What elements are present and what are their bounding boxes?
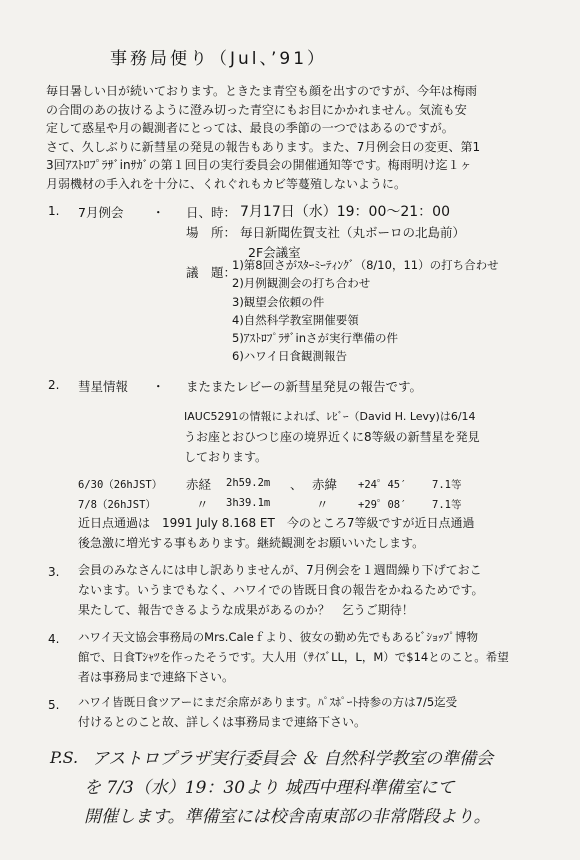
agenda-item: 4)自然科学教室開催要領	[232, 312, 359, 327]
item-line: 付けるとのこと故、詳しくは事務局まで連絡下さい。	[78, 715, 367, 729]
intro-line: さて、久しぶりに新彗星の発見の報告もあります。また、7月例会日の変更、第1	[46, 139, 481, 154]
intro-line: の合間のあの抜けるように澄み切った青空にもお目にかかれません。気流も安	[46, 102, 467, 117]
dec-label: 〃	[316, 497, 329, 512]
obs-date: 6/30（26hJST）	[78, 479, 163, 491]
comet-summary: またまたレビーの新彗星発見の報告です。	[186, 379, 423, 394]
item-line: 果たして、報告できるような成果があるのか？ 乞うご期待！	[78, 603, 414, 617]
item-number: 2.	[48, 378, 60, 392]
agenda-label: 議 題：	[186, 265, 237, 280]
date-label: 日、時：	[186, 205, 237, 220]
intro-paragraph	[46, 82, 556, 193]
item-heading: 彗星情報	[78, 379, 129, 394]
ps-line: アストロプラザ実行委員会 ＆ 自然科学教室の準備会	[92, 749, 494, 769]
ra-value: 2h59.2m	[226, 477, 271, 489]
item-heading: 7月例会	[78, 205, 124, 220]
place-label: 場 所：	[186, 225, 237, 240]
item-bullet: ・	[152, 205, 165, 220]
separator: 、	[290, 477, 303, 492]
agenda-item: 1)第8回さがｽﾀｰﾐｰﾃｨﾝｸﾞ（8/10，11）の打ち合わせ	[232, 258, 499, 272]
place-room: 2F会議室	[248, 245, 301, 260]
ps-line: を 7/3（水）19：30より 城西中理科準備室にて	[84, 778, 455, 798]
intro-line: 定して惑星や月の観測者にとっては、最良の季節の一つではあるのですが。	[46, 121, 454, 135]
place-value: 毎日新聞佐賀支社（丸ボーロの北島前）	[240, 225, 466, 240]
date-value: 7月17日（水）19：00〜21：00	[240, 204, 450, 220]
perihelion-line: 近日点通過は 1991 July 8.168 ET 今のところ7等級ですが近日点通過	[78, 516, 475, 530]
ps-label: P.S.	[50, 748, 79, 767]
intro-line: 毎日暑しい日が続いております。ときたま青空も顔を出すのですが、今年は梅雨	[46, 84, 478, 98]
magnitude: 7.1等	[432, 479, 462, 491]
item-number: 5.	[48, 698, 60, 712]
item-body	[78, 692, 457, 732]
item-line: 館で、日食Tｼｬﾂを作ったそうです。大人用（ｻｲｽﾞLL，L，M）で$14とのこと。希望	[78, 650, 509, 664]
agenda-item: 5)ｱｽﾄﾛﾌﾟﾗｻﾞinさが実行準備の件	[232, 331, 399, 346]
item-body	[78, 627, 509, 687]
ra-label: 赤経	[186, 477, 212, 492]
item-line: ないます。いうまでもなく、ハワイでの皆既日食の報告をかねるためです。	[78, 583, 484, 597]
agenda-item: 3)観望会依頼の件	[232, 294, 325, 309]
dec-value: +29゜08′	[358, 499, 407, 511]
iauc-report	[184, 407, 480, 467]
intro-line: 月弱機材の手入れを十分に、くれぐれもカビ等蔓殖しないように。	[46, 176, 407, 191]
agenda-list	[232, 256, 499, 366]
item-number: 4.	[48, 632, 60, 646]
ra-label: 〃	[196, 497, 209, 512]
ra-value: 3h39.1m	[226, 497, 271, 509]
item-number: 3.	[48, 565, 60, 579]
dec-value: +24゜45′	[358, 479, 407, 491]
item-body	[78, 560, 483, 620]
magnitude: 7.1等	[432, 499, 462, 511]
agenda-item: 6)ハワイ日食観測報告	[232, 349, 347, 364]
item-number: 1.	[48, 204, 60, 218]
obs-date: 7/8（26hJST）	[78, 499, 156, 511]
perihelion-note	[78, 513, 474, 553]
iauc-line: うお座とおひつじ座の境界近くに8等級の新彗星を発見	[184, 430, 480, 444]
item-line: ハワイ天文協会事務局のMrs.Caleｆより、彼女の勤め先でもあるﾋﾞｼｮｯﾌﾟ博物	[78, 630, 479, 644]
item-line: ハワイ皆既日食ツアーにまだ余席があります。ﾊﾟｽﾎﾟｰﾄ持参の方は7/5迄受	[78, 695, 458, 709]
agenda-item: 2)月例観測会の打ち合わせ	[232, 276, 371, 291]
ps-line: 開催します。準備室には校舎南東部の非常階段より。	[84, 807, 491, 827]
item-line: 者は事務局まで連絡下さい。	[78, 670, 235, 684]
iauc-line: しております。	[184, 450, 268, 464]
perihelion-line: 後急激に増光する事もあります。継続観測をお願いいたします。	[78, 536, 425, 550]
item-line: 会員のみなさんには申し訳ありませんが、7月例会を１週間繰り下げておこ	[78, 563, 482, 577]
newsletter-title: 事務局便り（Jul、’91）	[110, 49, 328, 69]
dec-label: 赤緯	[312, 477, 338, 492]
iauc-line: IAUC5291の情報によれば、ﾚﾋﾞｰ（David H. Levy)は6/14	[184, 410, 476, 423]
item-bullet: ・	[152, 379, 165, 394]
intro-line: 3回ｱｽﾄﾛﾌﾟﾗｻﾞinｻｶﾞの第１回目の実行委員会の開催通知等です。梅雨明け迄１ヶ	[46, 158, 472, 172]
